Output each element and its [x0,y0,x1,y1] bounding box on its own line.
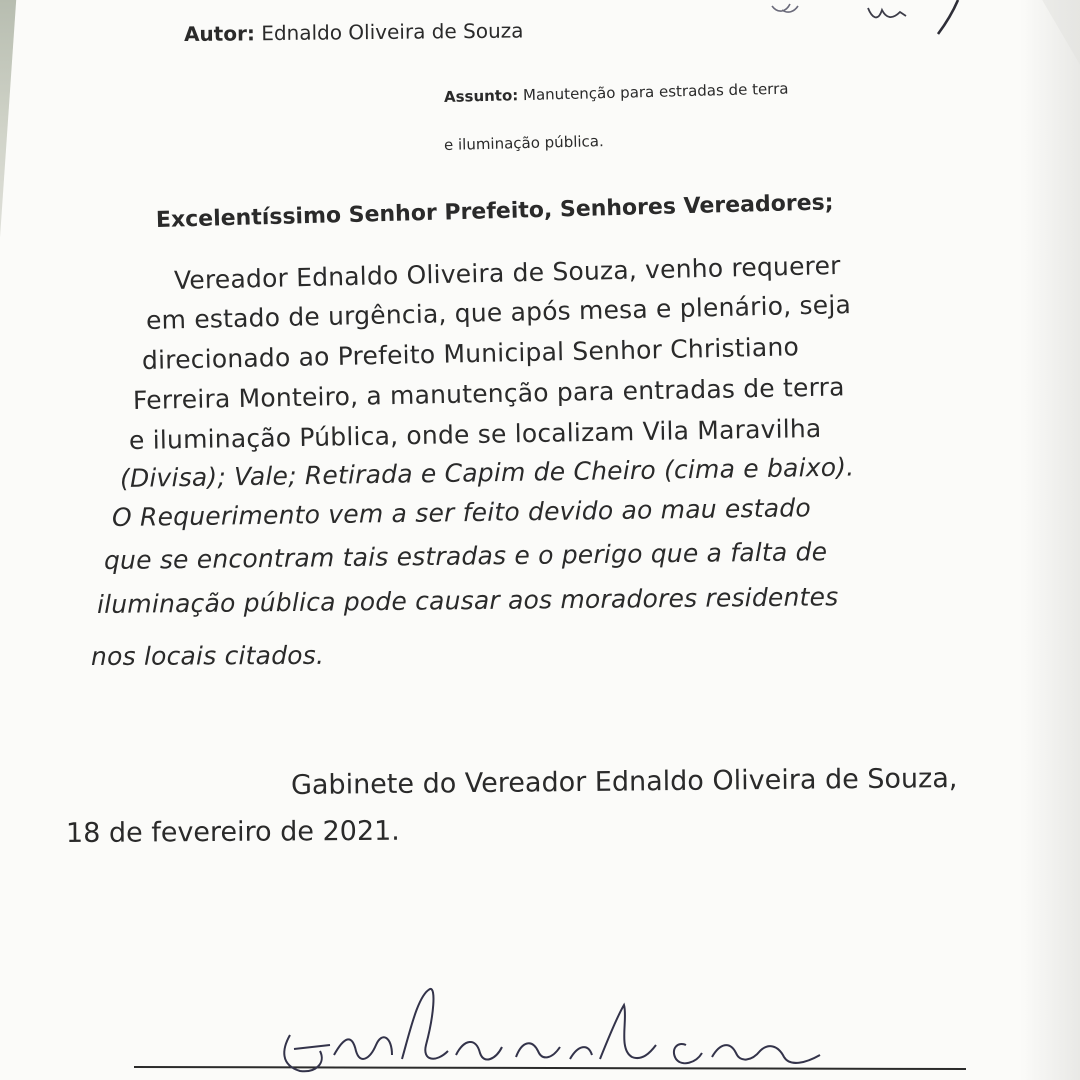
body-line: e iluminação Pública, onde se localizam Vila Maravilha [128,413,822,455]
body-line: iluminação pública pode causar aos moradores residentes [96,582,839,619]
body-line: que se encontram tais estradas e o perigo que a falta de [103,537,828,575]
author-name: Ednaldo Oliveira de Souza [261,18,524,46]
signature [130,975,970,1080]
body-line: O Requerimento vem a ser feito devido ao mau estado [111,493,812,532]
body-line: Ferreira Monteiro, a manutenção para entradas de terra [132,372,845,415]
closing-office-line: Gabinete do Vereador Ednaldo Oliveira de Souza, [290,763,958,801]
closing-date: 18 de fevereiro de 2021. [65,815,400,849]
author-label: Autor: [183,21,256,46]
page-shadow [1020,0,1080,1080]
subject-text-2: e iluminação pública. [443,132,604,154]
salutation: Excelentíssimo Senhor Prefeito, Senhores Vereadores; [155,190,834,233]
body-line: direcionado ao Prefeito Municipal Senhor Christiano [141,332,800,375]
body-line: (Divisa); Vale; Retirada e Capim de Cheiro (cima e baixo). [119,452,855,493]
body-line: em estado de urgência, que após mesa e plenário, seja [145,290,852,335]
subject-text-1: Manutenção para estradas de terra [522,79,789,105]
author-line [184,18,524,46]
body-line: nos locais citados. [90,640,325,671]
body-line: Vereador Ednaldo Oliveira de Souza, venho requerer [173,250,841,295]
subject-label: Assunto: [443,86,519,106]
top-handwriting-mark [760,0,980,50]
